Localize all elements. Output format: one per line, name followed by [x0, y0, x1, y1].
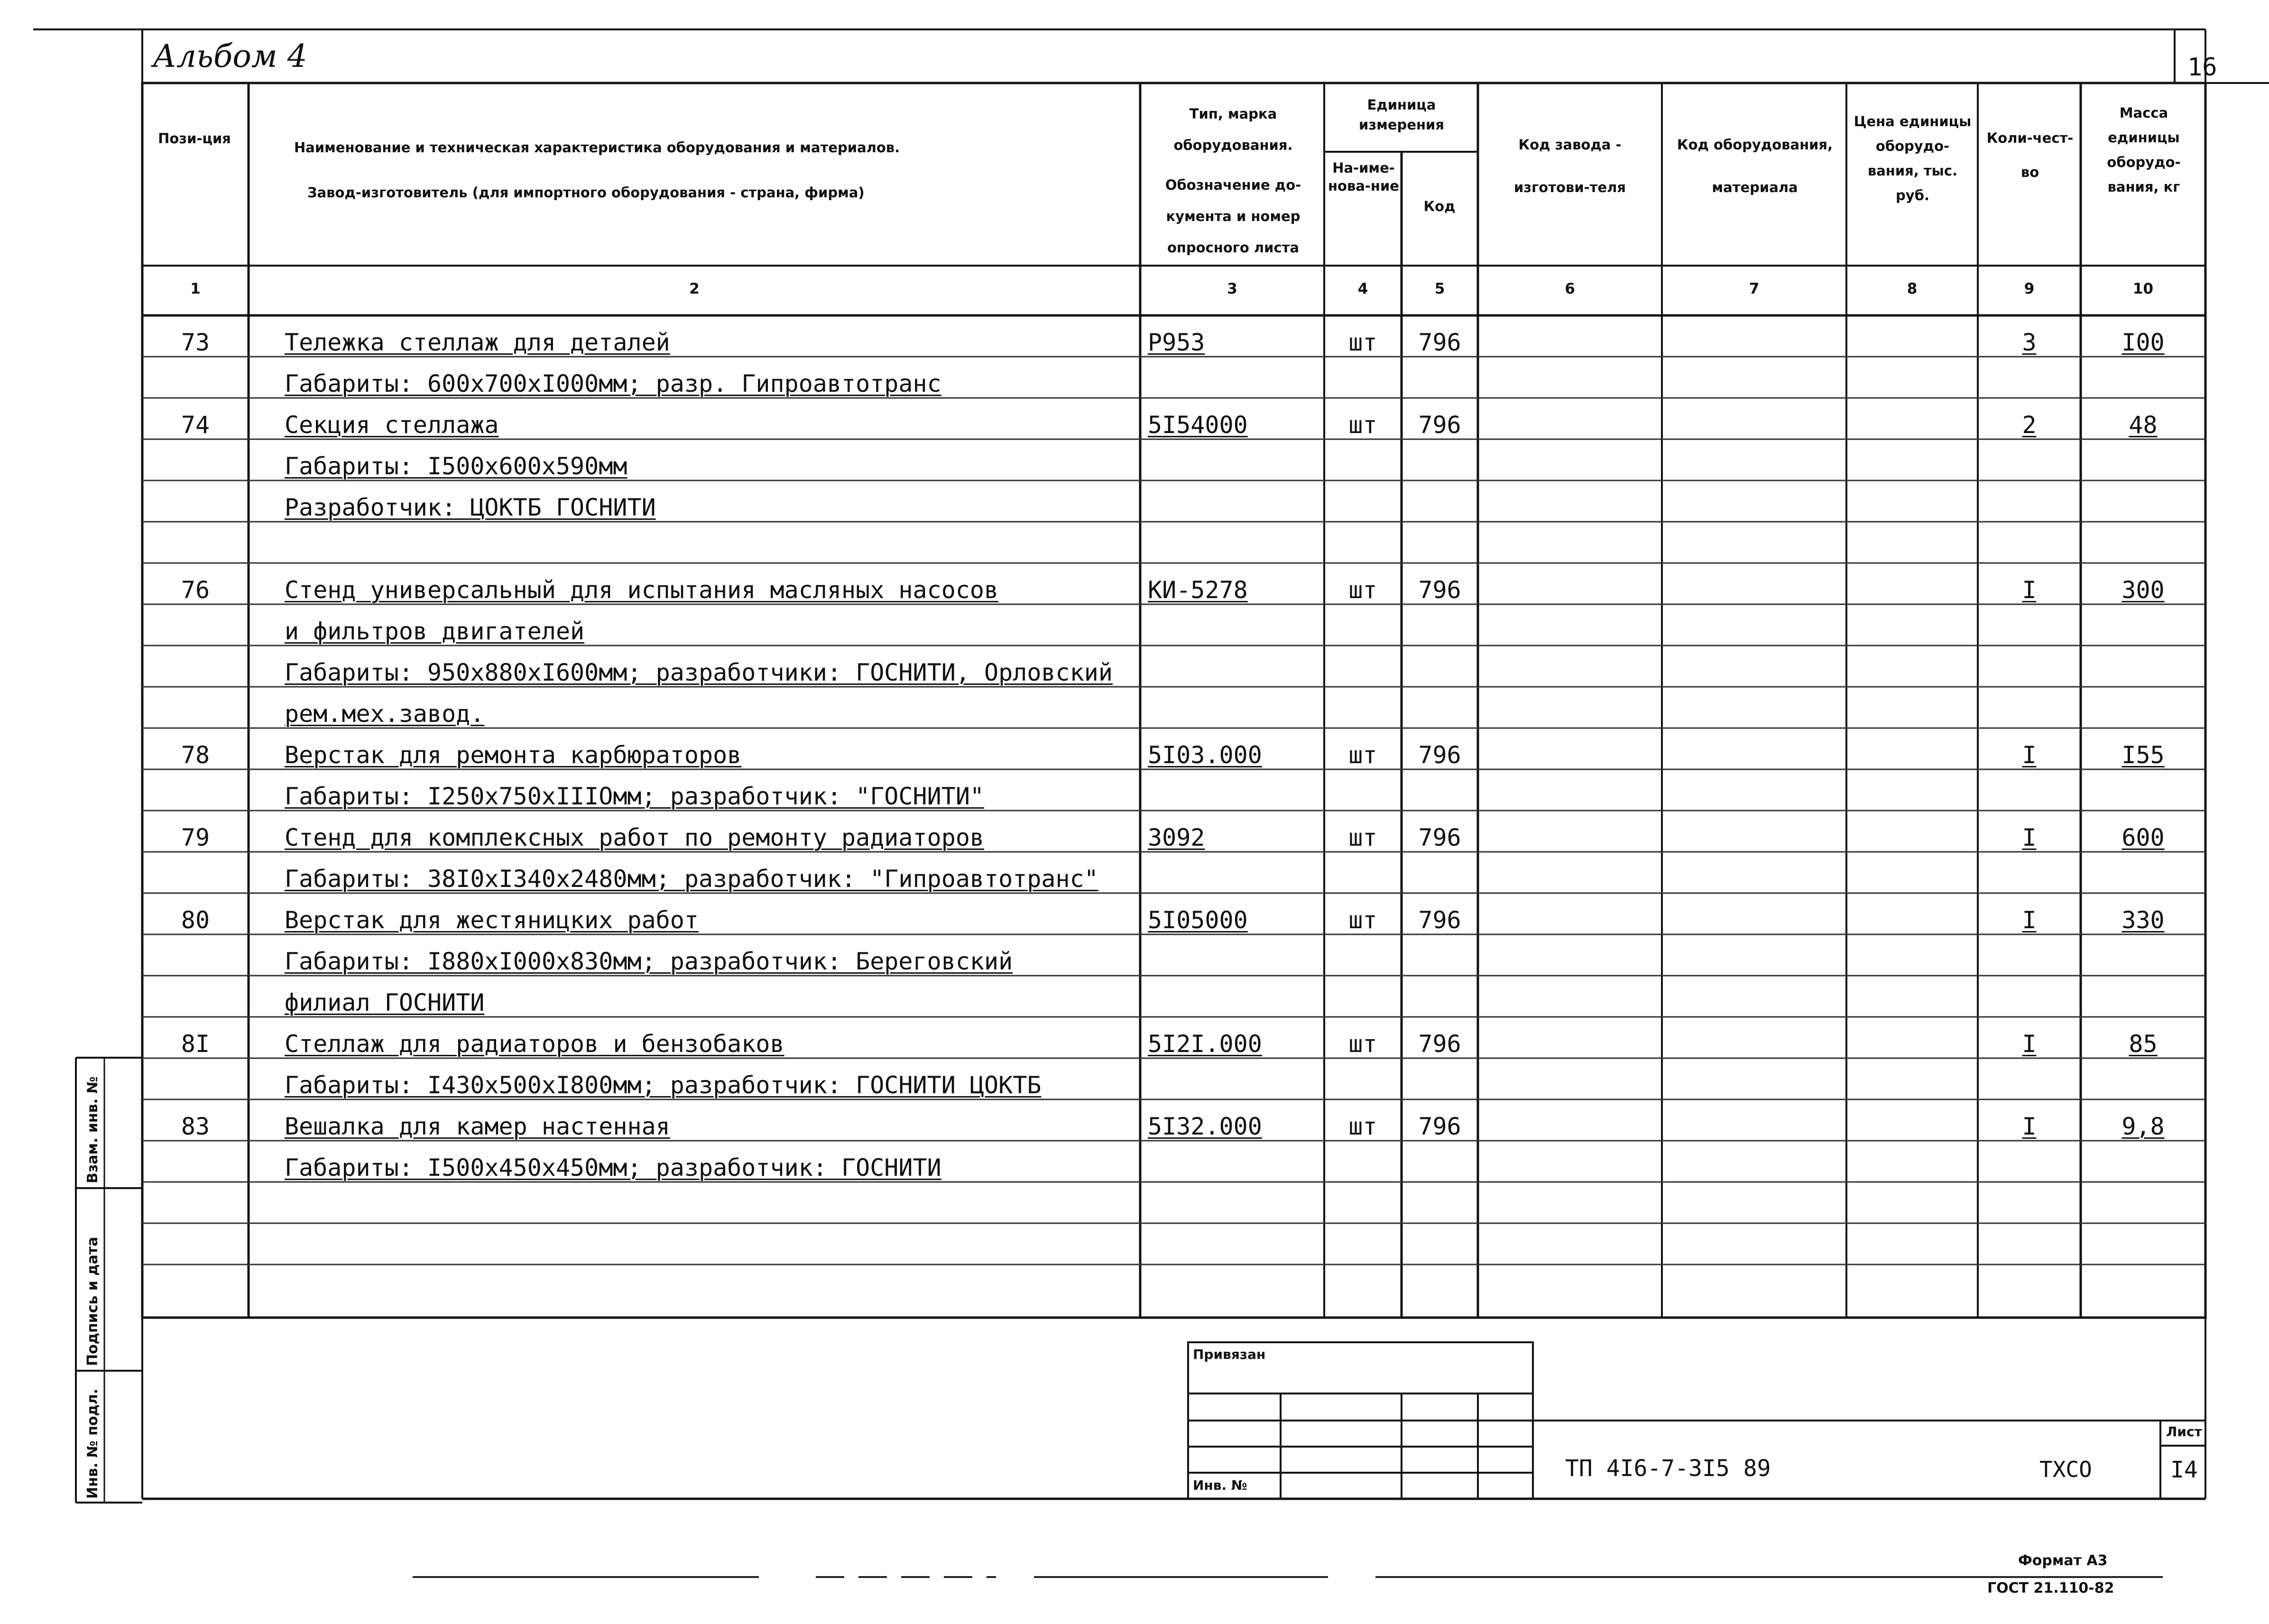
cell-code: 796	[1418, 1113, 1461, 1140]
footer-gost: ГОСТ 21.110-82	[1987, 1580, 2114, 1596]
cell-unit: шт	[1348, 411, 1377, 439]
cell-code: 796	[1418, 329, 1461, 356]
col-number-2: 2	[689, 280, 700, 297]
col-number-3: 3	[1227, 280, 1237, 297]
header-equipment-code: Код оборудования, материала	[1677, 137, 1833, 195]
cell-type: 3092	[1148, 824, 1205, 851]
cell-mass: 48	[2129, 411, 2158, 439]
cell-name: Габариты: 38I0хI340х2480мм; разработчик: "Гипроавтотранс"	[285, 865, 1098, 893]
stamp-sheet-label: Лист	[2166, 1424, 2202, 1439]
cell-type: Р953	[1148, 329, 1205, 356]
cell-type: 5I32.000	[1148, 1113, 1262, 1140]
cell-pos: 79	[181, 824, 210, 851]
cell-qty: I	[2022, 906, 2037, 934]
col-number-10: 10	[2132, 280, 2154, 297]
cell-type: 5I03.000	[1148, 741, 1262, 769]
col-number-6: 6	[1565, 280, 1575, 297]
cell-type: КИ-5278	[1148, 576, 1248, 604]
cell-pos: 80	[181, 906, 210, 934]
header-unit-group: Единица измерения	[1359, 97, 1444, 133]
col-number-1: 1	[190, 280, 201, 297]
cell-type: 5I05000	[1148, 906, 1248, 934]
cell-name: филиал ГОСНИТИ	[285, 989, 485, 1016]
cell-code: 796	[1418, 411, 1461, 439]
header-type-4: кумента и номер	[1166, 208, 1301, 224]
col-number-9: 9	[2024, 280, 2035, 297]
cell-code: 796	[1418, 576, 1461, 604]
cell-name: Габариты: I880хI000х830мм; разработчик: Береговский	[285, 948, 1013, 975]
cell-pos: 73	[181, 329, 210, 356]
stamp-project-code: ТП 4I6-7-3I5 89	[1565, 1455, 1771, 1482]
cell-qty: 3	[2022, 329, 2037, 356]
col-number-8: 8	[1907, 280, 1918, 297]
cell-name: и фильтров двигателей	[285, 618, 585, 645]
cell-pos: 74	[181, 411, 210, 439]
header-mass: Масса единицы оборудо-вания, кг	[2107, 105, 2181, 195]
header-quantity: Коли-чест-во	[1986, 130, 2074, 180]
cell-qty: I	[2022, 824, 2037, 851]
cell-unit: шт	[1348, 741, 1377, 769]
stamp-album-code: ТХСО	[2039, 1457, 2092, 1482]
cell-name: Тележка стеллаж для деталей	[285, 329, 670, 356]
header-name-line1: Наименование и техническая характеристика оборудования и материалов.	[294, 139, 900, 156]
cell-unit: шт	[1348, 824, 1377, 851]
cell-mass: I00	[2121, 329, 2165, 356]
sheet-number-top: 16	[2187, 53, 2217, 82]
cell-unit: шт	[1348, 576, 1377, 604]
cell-qty: 2	[2022, 411, 2037, 439]
cell-pos: 8I	[181, 1030, 210, 1058]
cell-name: рем.мех.завод.	[285, 700, 485, 728]
cell-name: Вешалка для камер настенная	[285, 1113, 670, 1140]
cell-mass: 600	[2121, 824, 2165, 851]
cell-name: Стенд универсальный для испытания масляных насосов	[285, 576, 999, 604]
album-label: Альбом 4	[153, 38, 307, 74]
side-label-original-inv: Инв. № подл.	[84, 1388, 101, 1499]
header-name-line2: Завод-изготовитель (для импортного оборудования - страна, фирма)	[307, 185, 865, 201]
cell-unit: шт	[1348, 1113, 1377, 1140]
stamp-sheet-value: I4	[2170, 1457, 2198, 1483]
cell-name: Габариты: 600х700хI000мм; разр. Гипроавтотранс	[285, 370, 941, 397]
cell-pos: 78	[181, 741, 210, 769]
header-type-3: Обозначение до-	[1165, 177, 1301, 193]
cell-mass: I55	[2121, 741, 2165, 769]
header-type-2: оборудования.	[1173, 137, 1293, 153]
cell-pos: 76	[181, 576, 210, 604]
cell-pos: 83	[181, 1113, 210, 1140]
stamp-linked-label: Привязан	[1193, 1347, 1266, 1362]
cell-name: Стенд для комплексных работ по ремонту радиаторов	[285, 824, 985, 851]
header-type-5: опросного листа	[1167, 240, 1300, 256]
cell-qty: I	[2022, 741, 2037, 769]
header-type-1: Тип, марка	[1189, 106, 1277, 122]
header-plant-code: Код завода - изготови-теля	[1513, 137, 1626, 195]
cell-code: 796	[1418, 824, 1461, 851]
cell-code: 796	[1418, 1030, 1461, 1058]
cell-type: 5I2I.000	[1148, 1030, 1262, 1058]
cell-name: Верстак для жестяницких работ	[285, 906, 699, 934]
header-price: Цена единицы оборудо-вания, тыс. руб.	[1854, 113, 1972, 203]
cell-unit: шт	[1348, 906, 1377, 934]
cell-code: 796	[1418, 906, 1461, 934]
cell-code: 796	[1418, 741, 1461, 769]
header-unit-name: На-име-нова-ние	[1328, 160, 1399, 194]
cell-name: Габариты: I430х500хI800мм; разработчик: ГОСНИТИ ЦОКТБ	[285, 1071, 1042, 1099]
footer-format: Формат А3	[2018, 1552, 2108, 1569]
cell-name: Верстак для ремонта карбюраторов	[285, 741, 742, 769]
cell-name: Габариты: I500х450х450мм; разработчик: ГОСНИТИ	[285, 1154, 941, 1181]
cell-type: 5I54000	[1148, 411, 1248, 439]
stamp-inv-number-label: Инв. №	[1193, 1477, 1247, 1493]
cell-mass: 9,8	[2121, 1113, 2165, 1140]
col-number-7: 7	[1749, 280, 1760, 297]
cell-name: Стеллаж для радиаторов и бензобаков	[285, 1030, 784, 1058]
cell-qty: I	[2022, 576, 2037, 604]
cell-name: Разработчик: ЦОКТБ ГОСНИТИ	[285, 494, 656, 521]
cell-mass: 85	[2129, 1030, 2158, 1058]
cell-mass: 300	[2121, 576, 2165, 604]
side-label-signature-date: Подпись и дата	[84, 1236, 101, 1366]
cell-name: Габариты: I500х600х590мм	[285, 452, 627, 480]
cell-mass: 330	[2121, 906, 2165, 934]
side-label-replacement-inv: Взам. инв. №	[84, 1076, 101, 1183]
cell-unit: шт	[1348, 329, 1377, 356]
col-number-5: 5	[1434, 280, 1445, 297]
cell-qty: I	[2022, 1113, 2037, 1140]
header-position: Пози-ция	[158, 130, 231, 147]
cell-qty: I	[2022, 1030, 2037, 1058]
cell-name: Секция стеллажа	[285, 411, 499, 439]
cell-name: Габариты: 950х880хI600мм; разработчики: ГОСНИТИ, Орловский	[285, 659, 1113, 686]
cell-name: Габариты: I250х750хIIIOмм; разработчик: "ГОСНИТИ"	[285, 783, 985, 810]
col-number-4: 4	[1357, 280, 1368, 297]
cell-unit: шт	[1348, 1030, 1377, 1058]
header-unit-code: Код	[1423, 198, 1456, 214]
